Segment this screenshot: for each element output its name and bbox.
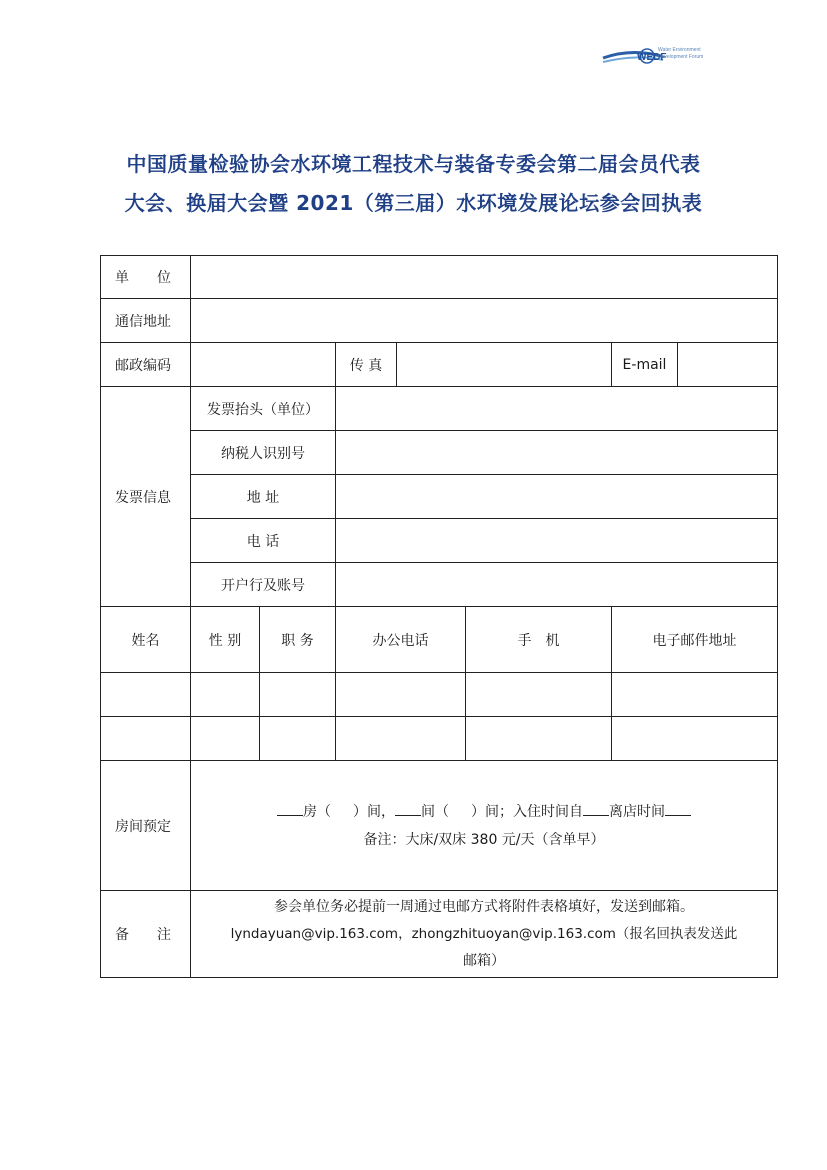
invoice-phone-field[interactable] [336, 519, 778, 563]
unit-label: 单 位 [101, 256, 191, 299]
invoice-row-label: 纳税人识别号 [191, 431, 336, 475]
email-field[interactable] [678, 343, 778, 387]
mobile-cell[interactable] [466, 717, 612, 761]
col-header-position: 职 务 [260, 607, 336, 673]
col-header-office-phone: 办公电话 [336, 607, 466, 673]
invoice-row-label: 电 话 [191, 519, 336, 563]
postcode-field[interactable] [191, 343, 336, 387]
gender-cell[interactable] [191, 673, 260, 717]
taxpayer-id-field[interactable] [336, 431, 778, 475]
room-label: 房间预定 [101, 761, 191, 891]
checkout-blank[interactable] [665, 801, 691, 816]
col-header-mobile: 手 机 [466, 607, 612, 673]
registration-form-table [100, 255, 778, 978]
invoice-row-label: 地 址 [191, 475, 336, 519]
room-type-blank[interactable] [277, 801, 303, 816]
bank-account-field[interactable] [336, 563, 778, 607]
remarks-label: 备 注 [101, 891, 191, 978]
invoice-label: 发票信息 [101, 387, 191, 607]
gender-cell[interactable] [191, 717, 260, 761]
fax-label: 传 真 [336, 343, 397, 387]
remarks-line3: 邮箱） [463, 952, 505, 969]
page-title-line2: 大会、换届大会暨 2021（第三届）水环境发展论坛参会回执表 [124, 191, 703, 215]
checkin-blank[interactable] [583, 801, 609, 816]
remarks-cell [191, 891, 778, 978]
page-title-line1: 中国质量检验协会水环境工程技术与装备专委会第二届会员代表 [126, 152, 701, 176]
logo-caption: Water Environment Development Forum [658, 47, 704, 60]
name-cell[interactable] [101, 717, 191, 761]
mobile-cell[interactable] [466, 673, 612, 717]
address-field[interactable] [191, 299, 778, 343]
col-header-email: 电子邮件地址 [612, 607, 778, 673]
room-price-note: 备注：大床/双床 380 元/天（含单早） [363, 831, 605, 848]
invoice-row-label: 发票抬头（单位） [191, 387, 336, 431]
postcode-label: 邮政编码 [101, 343, 191, 387]
unit-field[interactable] [191, 256, 778, 299]
office-phone-cell[interactable] [336, 717, 466, 761]
email-cell[interactable] [612, 717, 778, 761]
room-type2-blank[interactable] [395, 801, 421, 816]
table-row [101, 717, 778, 761]
invoice-row-label: 开户行及账号 [191, 563, 336, 607]
email-cell[interactable] [612, 673, 778, 717]
address-label: 通信地址 [101, 299, 191, 343]
name-cell[interactable] [101, 673, 191, 717]
remarks-line1: 参会单位务必提前一周通过电邮方式将附件表格填好，发送到邮箱。 [274, 898, 694, 915]
col-header-name: 姓名 [101, 607, 191, 673]
room-booking-line: 房（ ）间， 间（ ）间；入住时间自 离店时间 [191, 798, 777, 826]
invoice-address-field[interactable] [336, 475, 778, 519]
office-phone-cell[interactable] [336, 673, 466, 717]
remarks-line2: lyndayuan@vip.163.com，zhongzhituoyan@vip.163.com（报名回执表发送此 [230, 925, 738, 942]
position-cell[interactable] [260, 673, 336, 717]
fax-field[interactable] [397, 343, 612, 387]
svg-text:WEDF: WEDF [637, 52, 667, 63]
position-cell[interactable] [260, 717, 336, 761]
table-row [101, 673, 778, 717]
email-label: E-mail [612, 343, 678, 387]
room-booking-cell[interactable] [191, 761, 778, 891]
invoice-title-field[interactable] [336, 387, 778, 431]
col-header-gender: 性 别 [191, 607, 260, 673]
